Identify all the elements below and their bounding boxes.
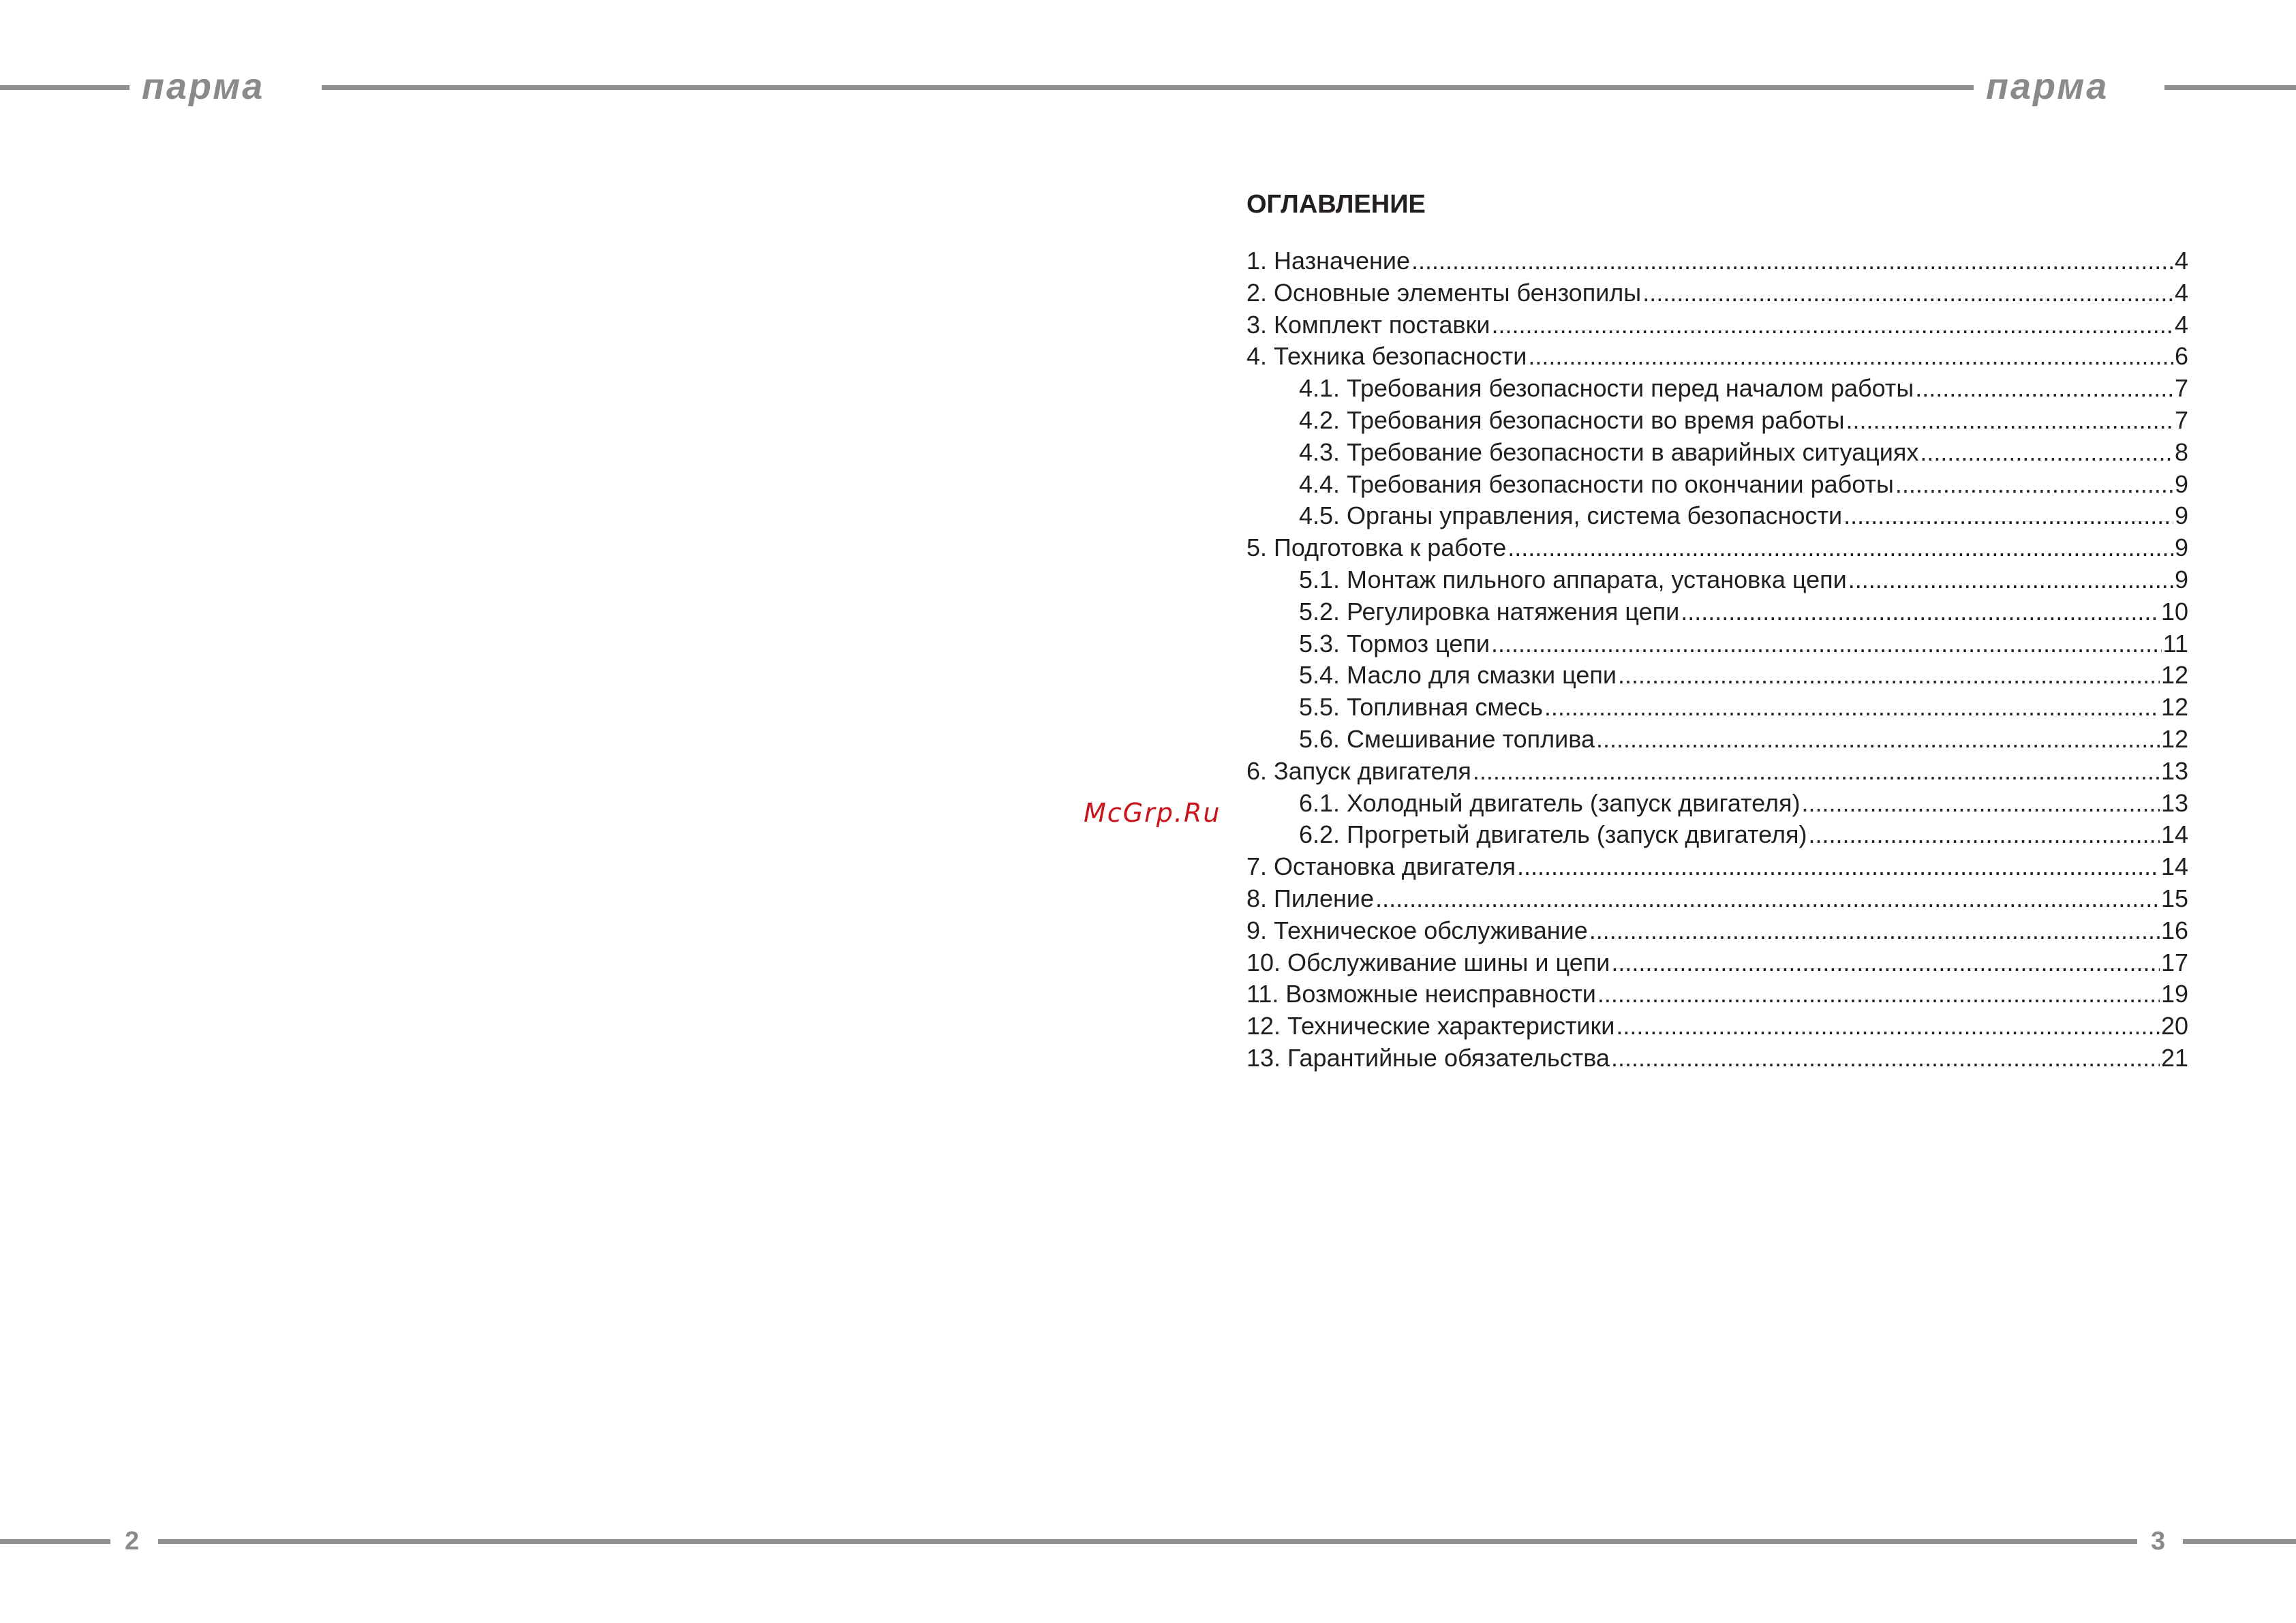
toc-entry[interactable] <box>1246 277 2188 309</box>
footer-rule-left <box>0 1539 110 1544</box>
toc-entry[interactable] <box>1246 309 2188 341</box>
toc-entry-title: 5.3. Тормоз цепи <box>1299 629 1490 658</box>
toc-entry-title: 10. Обслуживание шины и цепи <box>1246 948 1610 976</box>
toc-entry-page: 4 <box>2174 310 2188 339</box>
footer-rule-right <box>2183 1539 2296 1544</box>
toc-leader-dots <box>1846 405 2173 437</box>
toc-leader-dots <box>1808 819 2159 851</box>
toc-subentry[interactable] <box>1246 469 2188 501</box>
toc-entry-title: 13. Гарантийные обязательства <box>1246 1043 1610 1072</box>
toc-entry-page: 14 <box>2160 852 2188 881</box>
toc-entry-page: 14 <box>2160 820 2188 849</box>
toc-entry-title: 1. Назначение <box>1246 247 1411 275</box>
toc-entry-page: 12 <box>2160 661 2188 690</box>
toc-subentry[interactable] <box>1246 819 2188 851</box>
toc-leader-dots <box>1848 564 2173 596</box>
toc-entry-title: 3. Комплект поставки <box>1246 310 1490 339</box>
toc-entry-title: 5.1. Монтаж пильного аппарата, установка цепи <box>1299 565 1847 593</box>
toc-entry-page: 9 <box>2174 469 2188 498</box>
toc-subentry[interactable] <box>1246 564 2188 596</box>
toc-entry-page: 12 <box>2160 693 2188 722</box>
toc-subentry[interactable] <box>1246 660 2188 692</box>
toc-entry-title: 5.2. Регулировка натяжения цепи <box>1299 597 1680 625</box>
toc-leader-dots <box>1681 596 2160 628</box>
toc-leader-dots <box>1611 1042 2160 1075</box>
toc-leader-dots <box>1411 245 2173 277</box>
toc-leader-dots <box>1473 756 2160 788</box>
toc-entry-page: 4 <box>2174 278 2188 307</box>
toc-entry[interactable] <box>1246 341 2188 373</box>
toc-subentry[interactable] <box>1246 596 2188 628</box>
toc-entry[interactable] <box>1246 883 2188 915</box>
toc-entry-title: 11. Возможные неисправности <box>1246 980 1596 1008</box>
toc-entry-page: 7 <box>2174 405 2188 434</box>
toc-entry-title: 6.1. Холодный двигатель (запуск двигателя) <box>1299 788 1801 817</box>
toc-subentry[interactable] <box>1246 437 2188 469</box>
toc-entry[interactable] <box>1246 947 2188 979</box>
toc-subentry[interactable] <box>1246 692 2188 724</box>
toc-leader-dots <box>1375 883 2160 915</box>
toc-subentry[interactable] <box>1246 724 2188 756</box>
toc-leader-dots <box>1801 788 2160 820</box>
toc-leader-dots <box>1920 437 2173 469</box>
toc-leader-dots <box>1589 915 2160 947</box>
toc-entry-page: 12 <box>2160 724 2188 753</box>
toc-subentry[interactable] <box>1246 405 2188 437</box>
footer-rule-middle <box>158 1539 2137 1544</box>
toc-subentry[interactable] <box>1246 628 2188 660</box>
toc-entry-title: 4.1. Требования безопасности перед началом работы <box>1299 374 1914 403</box>
toc-entry-page: 9 <box>2174 501 2188 530</box>
header-rule-left <box>0 85 129 90</box>
toc-leader-dots <box>1616 1010 2160 1042</box>
watermark-link[interactable]: McGrp.Ru <box>1084 798 1221 828</box>
toc-entry-title: 4.5. Органы управления, система безопасности <box>1299 501 1843 530</box>
toc-entry-title: 8. Пиление <box>1246 884 1375 912</box>
page-number-left: 2 <box>125 1527 140 1556</box>
toc-leader-dots <box>1544 692 2160 724</box>
toc-entry-title: 7. Остановка двигателя <box>1246 852 1516 881</box>
toc-subentry[interactable] <box>1246 373 2188 405</box>
toc-subentry[interactable] <box>1246 788 2188 820</box>
table-of-contents <box>1246 185 2188 1075</box>
parma-logo-right: парма <box>1986 66 2109 107</box>
toc-entry-page: 17 <box>2160 948 2188 976</box>
page-number-right: 3 <box>2151 1527 2166 1556</box>
toc-leader-dots <box>1596 724 2160 756</box>
toc-entry-title: 4.4. Требования безопасности по окончании работы <box>1299 469 1894 498</box>
toc-entry-page: 13 <box>2160 788 2188 817</box>
toc-entry-page: 9 <box>2174 565 2188 593</box>
toc-subentry[interactable] <box>1246 500 2188 532</box>
toc-entry[interactable] <box>1246 915 2188 947</box>
parma-logo-left: парма <box>142 66 265 107</box>
toc-entry-title: 4.3. Требование безопасности в аварийных ситуациях <box>1299 437 1919 466</box>
toc-entry[interactable] <box>1246 245 2188 277</box>
toc-leader-dots <box>1618 660 2160 692</box>
toc-leader-dots <box>1528 341 2173 373</box>
toc-leader-dots <box>1611 947 2160 979</box>
toc-entry-title: 4.2. Требования безопасности во время работы <box>1299 405 1845 434</box>
toc-entry-page: 8 <box>2174 437 2188 466</box>
toc-entry-title: 2. Основные элементы бензопилы <box>1246 278 1642 307</box>
toc-leader-dots <box>1491 628 2162 660</box>
toc-entry-page: 9 <box>2174 534 2188 562</box>
toc-leader-dots <box>1642 277 2173 309</box>
toc-leader-dots <box>1507 532 2173 564</box>
toc-entry-title: 5.4. Масло для смазки цепи <box>1299 661 1617 690</box>
toc-entry-title: 6. Запуск двигателя <box>1246 756 1471 785</box>
toc-entry-page: 10 <box>2160 597 2188 625</box>
toc-entry-page: 13 <box>2160 756 2188 785</box>
toc-entry-page: 6 <box>2174 342 2188 371</box>
toc-entry[interactable] <box>1246 756 2188 788</box>
toc-entry-title: 5.5. Топливная смесь <box>1299 693 1543 722</box>
toc-entry-title: 5. Подготовка к работе <box>1246 534 1507 562</box>
toc-entry[interactable] <box>1246 851 2188 883</box>
toc-entry-page: 4 <box>2174 247 2188 275</box>
toc-entry[interactable] <box>1246 532 2188 564</box>
toc-entry-title: 4. Техника безопасности <box>1246 342 1527 371</box>
toc-entry-page: 19 <box>2160 980 2188 1008</box>
header-rule-middle <box>322 85 1974 90</box>
toc-entry[interactable] <box>1246 978 2188 1010</box>
toc-entry[interactable] <box>1246 1042 2188 1075</box>
toc-leader-dots <box>1517 851 2160 883</box>
toc-leader-dots <box>1843 500 2173 532</box>
toc-entry-page: 20 <box>2160 1012 2188 1040</box>
toc-entry-title: 12. Технические характеристики <box>1246 1012 1615 1040</box>
toc-entry-page: 21 <box>2160 1043 2188 1072</box>
toc-leader-dots <box>1915 373 2173 405</box>
toc-entry[interactable] <box>1246 1010 2188 1042</box>
toc-entry-page: 11 <box>2162 629 2188 658</box>
toc-entry-page: 7 <box>2174 374 2188 403</box>
toc-leader-dots <box>1597 978 2160 1010</box>
header-rule-right <box>2164 85 2296 90</box>
toc-entry-title: 5.6. Смешивание топлива <box>1299 724 1595 753</box>
toc-entry-page: 15 <box>2160 884 2188 912</box>
toc-entry-page: 16 <box>2160 916 2188 944</box>
toc-leader-dots <box>1492 309 2173 341</box>
toc-entry-title: 6.2. Прогретый двигатель (запуск двигателя) <box>1299 820 1807 849</box>
toc-leader-dots <box>1895 469 2173 501</box>
toc-entry-title: 9. Техническое обслуживание <box>1246 916 1588 944</box>
toc-list <box>1246 245 2188 1075</box>
toc-heading: ОГЛАВЛЕНИЕ <box>1246 190 1426 219</box>
